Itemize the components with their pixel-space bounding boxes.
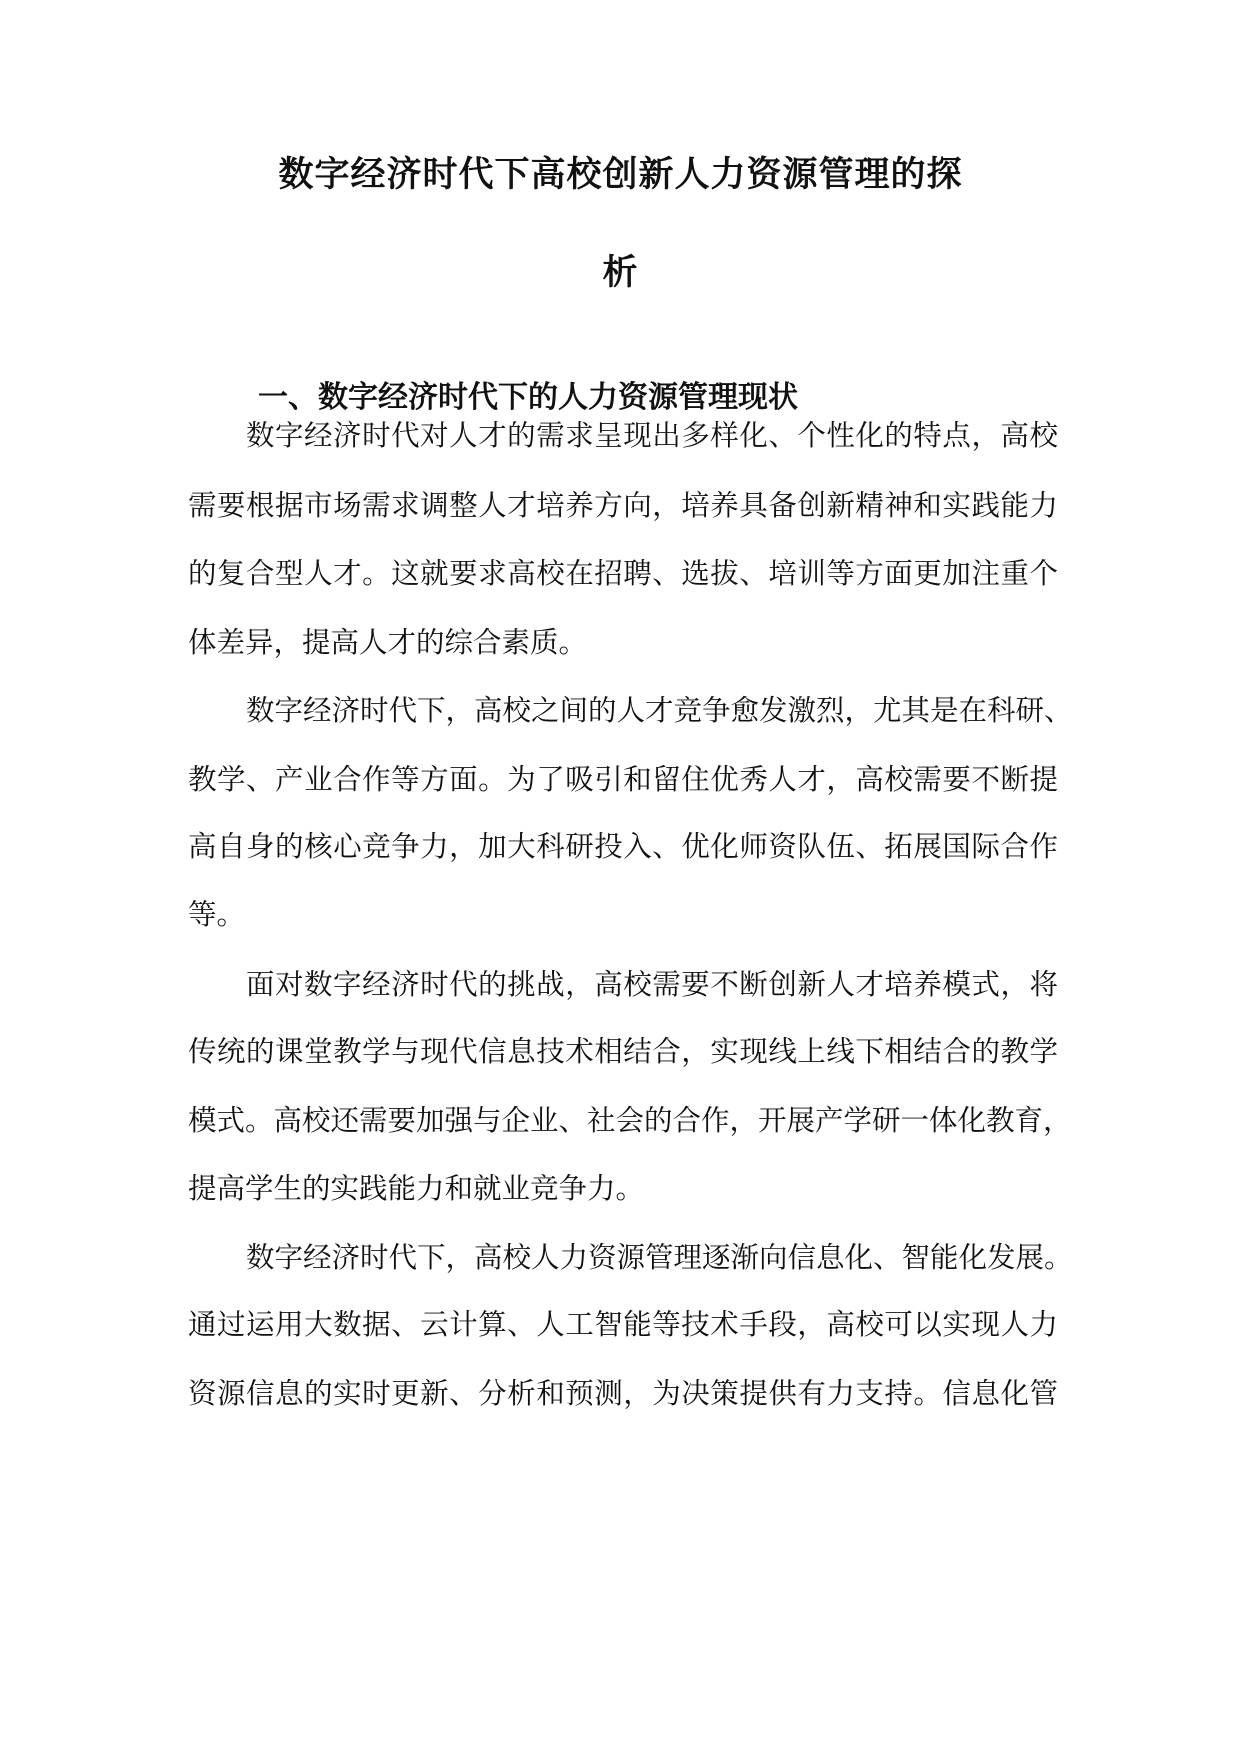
paragraph-3-line-3: 模式。高校还需要加强与企业、社会的合作，开展产学研一体化教育，: [188, 1104, 1072, 1137]
paragraph-3-line-1: 面对数字经济时代的挑战，高校需要不断创新人才培养模式，将: [246, 968, 1058, 1001]
paragraph-1-line-1: 数字经济时代对人才的需求呈现出多样化、个性化的特点，高校: [246, 419, 1058, 452]
document-title-line-1: 数字经济时代下高校创新人力资源管理的探: [278, 155, 963, 195]
section-heading: 一、数字经济时代下的人力资源管理现状: [258, 380, 798, 415]
paragraph-3-line-2: 传统的课堂教学与现代信息技术相结合，实现线上线下相结合的教学: [188, 1035, 1058, 1068]
paragraph-1-line-2: 需要根据市场需求调整人才培养方向，培养具备创新精神和实践能力: [188, 489, 1058, 522]
paragraph-2-line-2: 教学、产业合作等方面。为了吸引和留住优秀人才，高校需要不断提: [188, 763, 1058, 796]
paragraph-4-line-3: 资源信息的实时更新、分析和预测，为决策提供有力支持。信息化管: [188, 1377, 1058, 1410]
paragraph-1-line-4: 体差异，提高人才的综合素质。: [188, 626, 588, 659]
paragraph-1-line-3: 的复合型人才。这就要求高校在招聘、选拔、培训等方面更加注重个: [188, 557, 1058, 590]
document-title-line-2: 析: [602, 253, 639, 293]
paragraph-2-line-1: 数字经济时代下，高校之间的人才竞争愈发激烈，尤其是在科研、: [246, 694, 1073, 727]
paragraph-4-line-2: 通过运用大数据、云计算、人工智能等技术手段，高校可以实现人力: [188, 1308, 1058, 1341]
paragraph-3-line-4: 提高学生的实践能力和就业竞争力。: [188, 1172, 645, 1205]
paragraph-4-line-1: 数字经济时代下，高校人力资源管理逐渐向信息化、智能化发展。: [246, 1241, 1073, 1274]
paragraph-2-line-3: 高自身的核心竞争力，加大科研投入、优化师资队伍、拓展国际合作: [188, 830, 1058, 863]
paragraph-2-line-4: 等。: [188, 898, 246, 931]
